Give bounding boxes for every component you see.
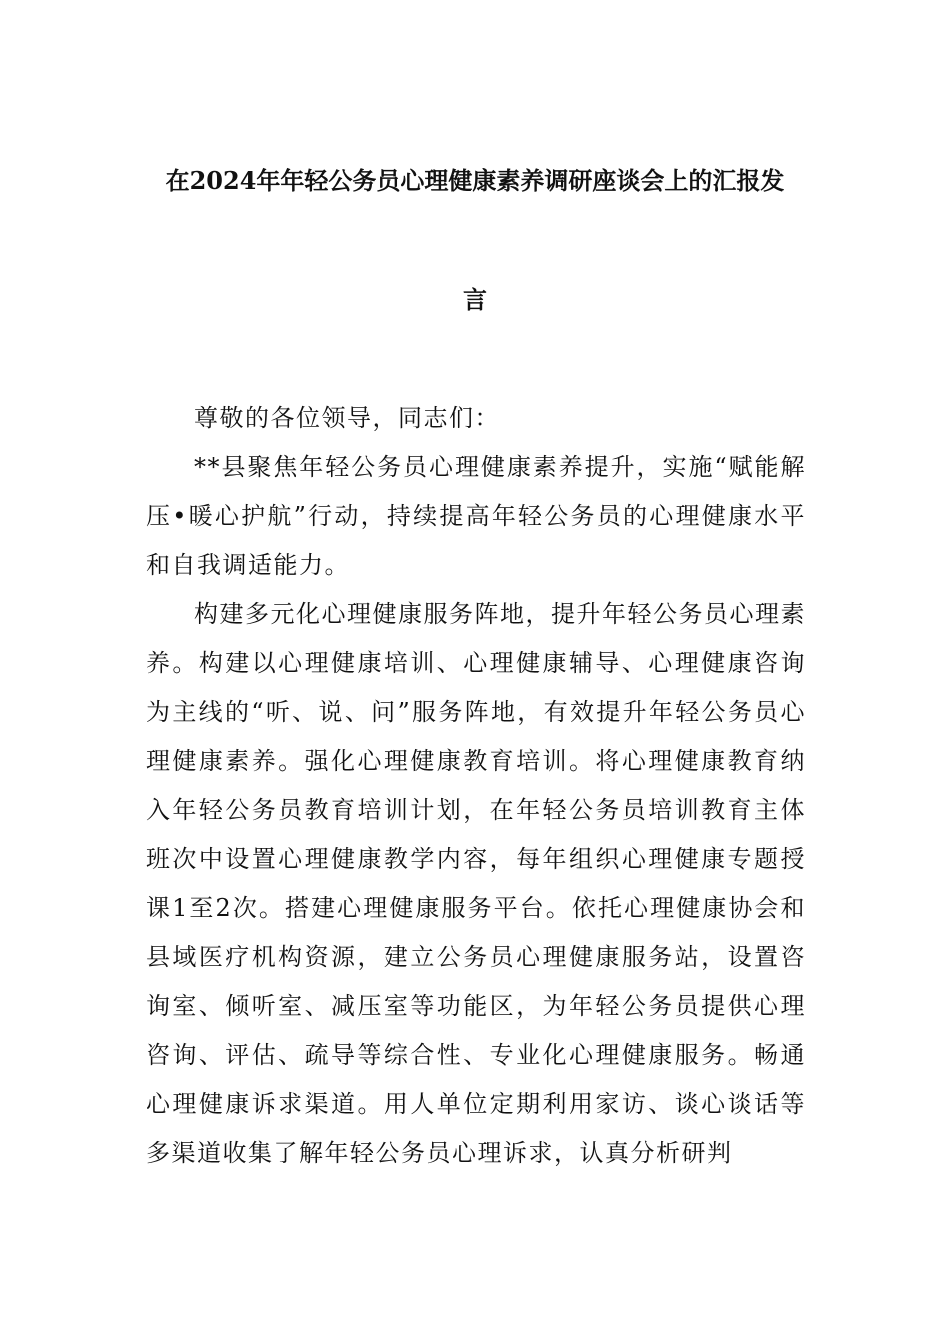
document-title-line-2: 言 xyxy=(463,285,487,314)
salutation-paragraph: 尊敬的各位领导，同志们： xyxy=(194,404,500,432)
intro-paragraph: **县聚焦年轻公务员心理健康素养提升，实施“赋能解压•暖心护航”行动，持续提高年轻公务员的心理健康水平和自我调适能力。 xyxy=(146,453,806,579)
document-body xyxy=(146,394,806,1178)
document-title-line-1: 在2024年年轻公务员心理健康素养调研座谈会上的汇报发 xyxy=(165,166,785,195)
body-paragraph: 构建多元化心理健康服务阵地，提升年轻公务员心理素养。构建以心理健康培训、心理健康辅导、心理健康咨询为主线的“听、说、问”服务阵地，有效提升年轻公务员心理健康素养。强化心理健康教育培训。将心理健康教育纳入年轻公务员教育培训计划，在年轻公务员培训教育主体班次中设置心理健康教学内容，每年组织心理健康专题授课1至2次。搭建心理健康服务平台。依托心理健康协会和县域医疗机构资源，建立公务员心理健康服务站，设置咨询室、倾听室、减压室等功能区，为年轻公务员提供心理咨询、评估、疏导等综合性、专业化心理健康服务。畅通心理健康诉求渠道。用人单位定期利用家访、谈心谈话等多渠道收集了解年轻公务员心理诉求，认真分析研判 xyxy=(146,600,806,1167)
